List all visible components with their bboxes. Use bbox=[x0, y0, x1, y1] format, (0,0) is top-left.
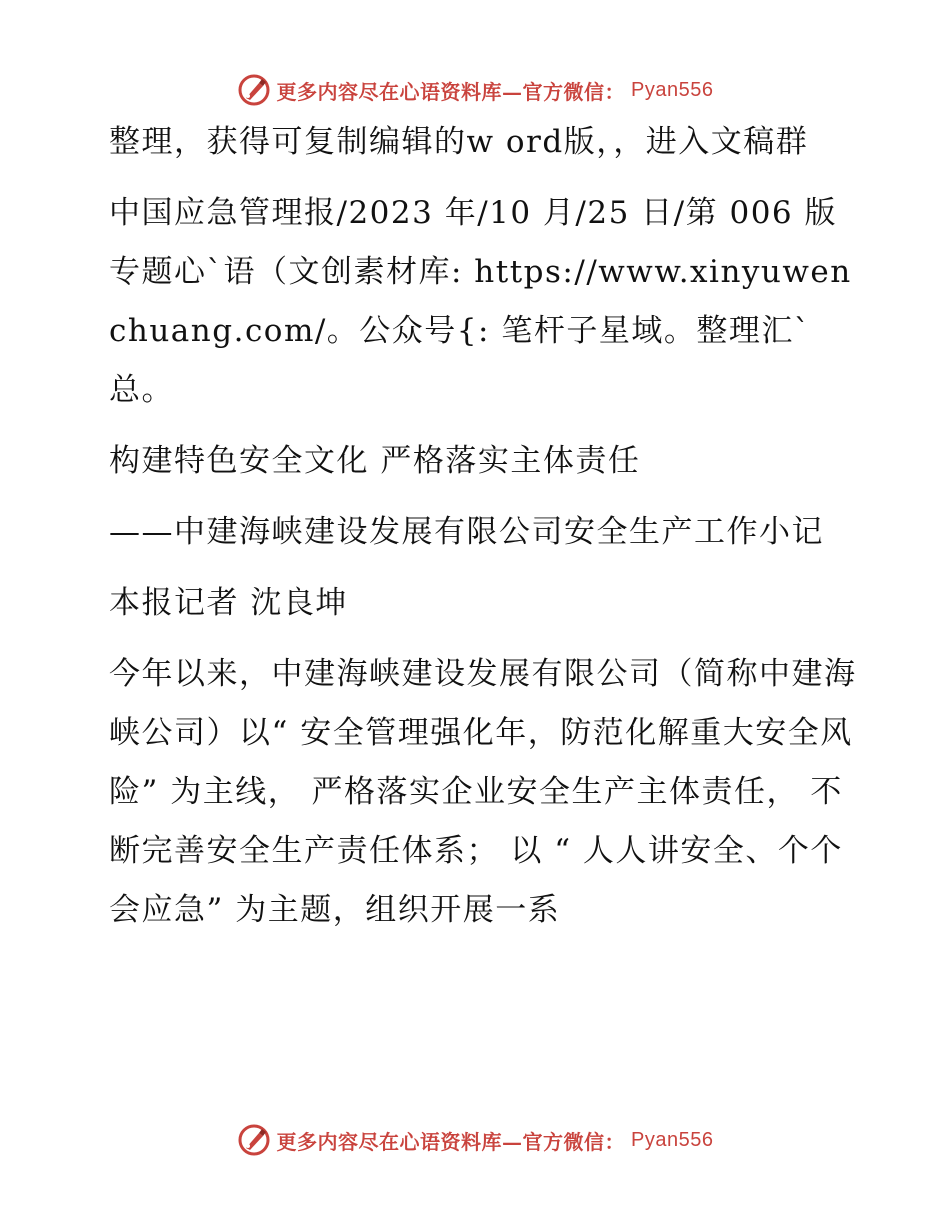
banner-title: 更多内容尽在心语资料库—官方微信： bbox=[276, 1129, 626, 1154]
pen-logo-icon bbox=[237, 73, 271, 107]
article-subtitle: ——中建海峡建设发展有限公司安全生产工作小记 bbox=[109, 514, 824, 550]
footer-banner bbox=[0, 1120, 950, 1160]
header-banner bbox=[0, 70, 950, 110]
pen-logo-icon bbox=[237, 1123, 271, 1157]
paragraph-intro: 整理，获得可复制编辑的w ord版，，进入文稿群 bbox=[109, 124, 809, 160]
wechat-id: Pyan556 bbox=[631, 78, 714, 101]
paragraph-source: 中国应急管理报/2023 年/10 月/25 日/第 006 版专题心`语（文创素材库: https://www.xinyuwenchuang.com/。公众号{: 笔杆子星域。整理汇`总。 bbox=[109, 195, 852, 408]
document-body bbox=[97, 113, 857, 952]
banner-title: 更多内容尽在心语资料库—官方微信： bbox=[276, 79, 626, 104]
article-byline: 本报记者 沈良坤 bbox=[109, 585, 348, 621]
article-body-paragraph: 今年以来，中建海峡建设发展有限公司（简称中建海峡公司）以“ 安全管理强化年，防范化解重大安全风险” 为主线， 严格落实企业安全生产主体责任， 不断完善安全生产责任体系； 以 “ 人人讲安全、个个会应急” 为主题，组织开展一系 bbox=[109, 656, 857, 928]
article-title: 构建特色安全文化 严格落实主体责任 bbox=[109, 443, 641, 479]
wechat-id: Pyan556 bbox=[631, 1128, 714, 1151]
